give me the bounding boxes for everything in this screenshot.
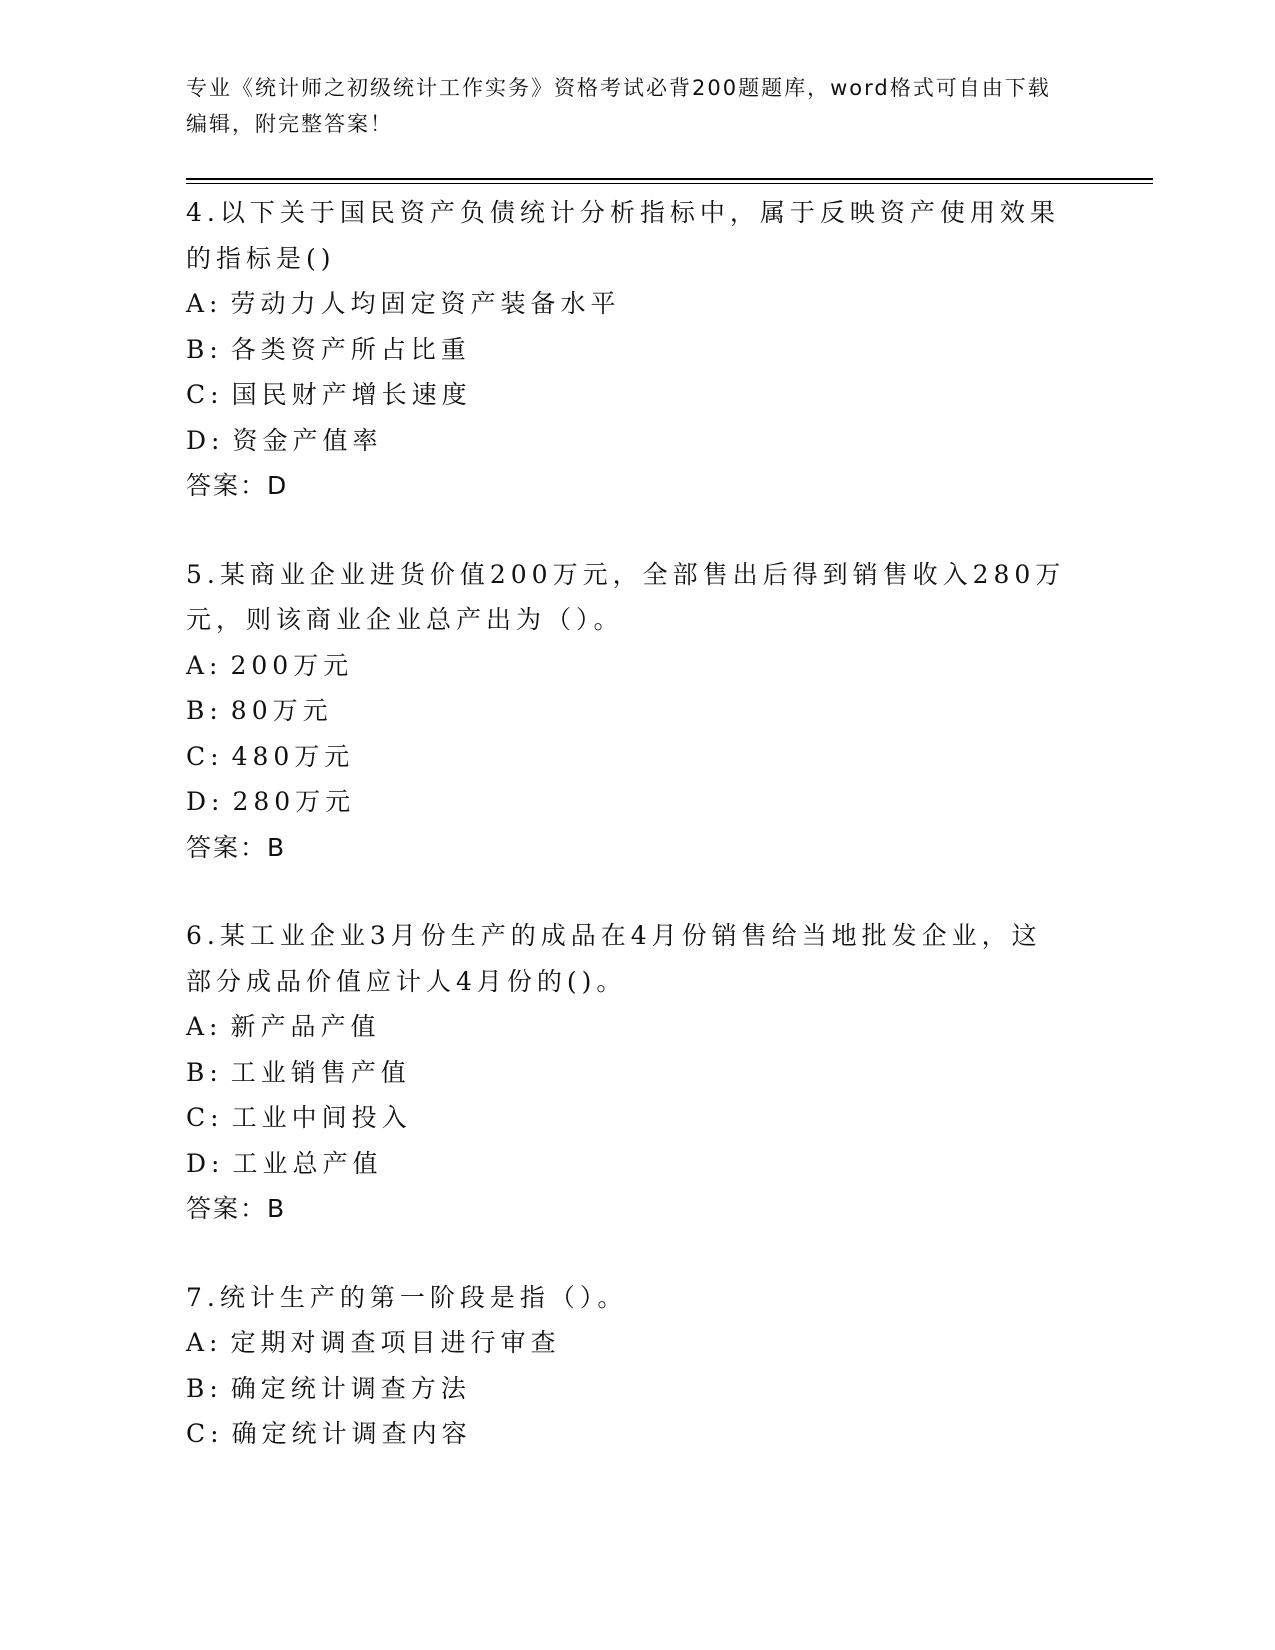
answer: 答案：B xyxy=(186,832,287,862)
option-key: C: xyxy=(186,380,224,409)
option-text: 工业销售产值 xyxy=(230,1057,411,1087)
option-key: B: xyxy=(186,334,223,364)
option-text: 480万元 xyxy=(231,741,355,771)
question-text: 6.某工业企业3月份生产的成品在4月份销售给当地批发企业，这部分成品价值应计人4月份的()。 xyxy=(186,921,1042,996)
option-key: A: xyxy=(186,650,223,680)
option-text: 劳动力人均固定资产装备水平 xyxy=(230,289,621,318)
option-key: D: xyxy=(186,787,225,816)
option-text: 工业中间投入 xyxy=(231,1103,412,1132)
option-key: A: xyxy=(186,1012,223,1041)
answer: 答案：D xyxy=(186,471,289,500)
document-page xyxy=(186,70,1086,142)
option-a xyxy=(186,1320,1086,1366)
option-key: D: xyxy=(186,1148,225,1178)
option-key: B: xyxy=(186,696,223,725)
option-b xyxy=(186,327,1086,373)
option-c xyxy=(186,372,1086,418)
answer: 答案：B xyxy=(186,1194,287,1223)
option-key: A: xyxy=(186,289,223,318)
option-a xyxy=(186,1004,1086,1050)
option-b xyxy=(186,688,1086,734)
option-c xyxy=(186,1411,1086,1457)
document-header: 专业《统计师之初级统计工作实务》资格考试必背200题题库，word格式可自由下载编辑，附完整答案！ xyxy=(186,76,1051,136)
question-text: 7.统计生产的第一阶段是指（）。 xyxy=(186,1282,628,1312)
option-key: C: xyxy=(186,1419,224,1448)
question-text: 4.以下关于国民资产负债统计分析指标中，属于反映资产使用效果的指标是() xyxy=(186,198,1060,273)
option-text: 80万元 xyxy=(230,696,333,725)
question-text: 5.某商业企业进货价值200万元，全部售出后得到销售收入280万元，则该商业企业总产出为（）。 xyxy=(186,559,1066,634)
option-a xyxy=(186,643,1086,689)
option-text: 定期对调查项目进行审查 xyxy=(230,1328,561,1357)
option-c xyxy=(186,1095,1086,1141)
option-c xyxy=(186,734,1086,780)
question-4 xyxy=(186,190,1086,509)
option-key: B: xyxy=(186,1057,223,1087)
option-text: 工业总产值 xyxy=(232,1148,383,1178)
option-key: D: xyxy=(186,425,225,455)
divider-thick xyxy=(186,178,1153,180)
option-d xyxy=(186,1141,1086,1187)
option-text: 确定统计调查方法 xyxy=(230,1373,471,1403)
header-divider xyxy=(186,178,1153,187)
option-a xyxy=(186,281,1086,327)
option-b xyxy=(186,1050,1086,1096)
option-key: C: xyxy=(186,741,224,771)
question-list xyxy=(186,190,1086,1500)
option-d xyxy=(186,779,1086,825)
option-text: 280万元 xyxy=(232,787,356,816)
option-key: C: xyxy=(186,1103,224,1132)
divider-thin xyxy=(186,183,1153,184)
question-7 xyxy=(186,1275,1086,1457)
option-text: 新产品产值 xyxy=(230,1012,381,1041)
option-text: 国民财产增长速度 xyxy=(231,380,472,409)
option-key: B: xyxy=(186,1373,223,1403)
option-d xyxy=(186,418,1086,464)
question-6 xyxy=(186,913,1086,1232)
option-text: 确定统计调查内容 xyxy=(231,1419,472,1448)
question-5 xyxy=(186,552,1086,871)
option-key: A: xyxy=(186,1328,223,1357)
option-b xyxy=(186,1366,1086,1412)
option-text: 200万元 xyxy=(230,650,354,680)
option-text: 各类资产所占比重 xyxy=(230,334,471,364)
option-text: 资金产值率 xyxy=(232,425,383,455)
